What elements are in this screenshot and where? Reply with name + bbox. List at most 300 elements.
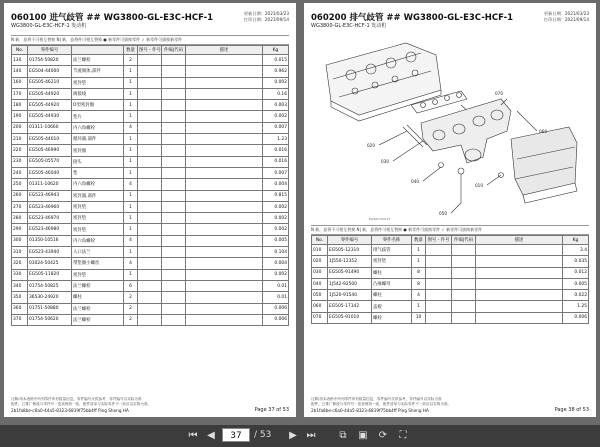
two-page-view-icon[interactable]: ▣ [358, 430, 368, 441]
diagram-id: EG505-000-11 [369, 217, 391, 221]
table-cell [186, 55, 263, 66]
table-cell: 1 [124, 156, 138, 167]
table-cell: 01754-50820 [28, 55, 72, 66]
table-cell [162, 235, 186, 246]
table-cell [426, 267, 452, 278]
table-cell [138, 280, 162, 291]
table-header-row [312, 236, 589, 245]
table-cell: 盖板 [372, 301, 412, 312]
table-cell [186, 235, 263, 246]
exploded-diagram [311, 35, 589, 223]
callout-030[interactable]: 030 [381, 159, 389, 164]
table-cell: 0.022 [563, 290, 589, 301]
table-cell [186, 66, 263, 77]
col-code: 件编|代码 [452, 236, 476, 245]
table-cell: 密封垫 [72, 224, 124, 235]
table-row[interactable] [12, 156, 289, 167]
table-cell: 0.016 [263, 145, 289, 156]
table-cell [162, 122, 186, 133]
table-cell: EG505-46040 [28, 167, 72, 178]
table-cell: 01754-50620 [28, 314, 72, 325]
table-cell [138, 134, 162, 145]
table-cell [186, 258, 263, 269]
table-cell: 020 [312, 256, 328, 267]
page-footer [311, 397, 589, 413]
callout-060[interactable]: 060 [539, 129, 547, 134]
table-cell [426, 312, 452, 323]
table-cell [162, 167, 186, 178]
table-cell: 220 [12, 145, 28, 156]
table-row[interactable] [12, 292, 289, 303]
table-cell [138, 100, 162, 111]
table-cell: 130 [12, 55, 28, 66]
table-cell: EG505-12310 [328, 245, 372, 256]
table-row[interactable] [12, 213, 289, 224]
table-cell: 0.002 [263, 201, 289, 212]
col-no: No. [312, 236, 328, 245]
table-cell [186, 122, 263, 133]
table-cell: 循环器,部件 [72, 134, 124, 145]
table-cell [138, 292, 162, 303]
table-row[interactable] [12, 280, 289, 291]
table-cell: 300 [12, 235, 28, 246]
col-qty: 数量 [124, 46, 138, 55]
col-desc: 描述 [186, 46, 263, 55]
table-cell [138, 190, 162, 201]
table-row[interactable] [12, 77, 289, 88]
table-cell [186, 224, 263, 235]
page-37 [4, 3, 296, 417]
parts-table-body [312, 245, 589, 324]
table-cell: 螺柱 [372, 267, 412, 278]
table-cell: 6 [124, 280, 138, 291]
table-cell: 内六角螺栓 [72, 122, 124, 133]
first-page-button[interactable]: ⏮ [188, 430, 198, 441]
page-dates [544, 11, 589, 23]
table-cell [452, 290, 476, 301]
table-cell: 0.002 [263, 77, 289, 88]
footer-note-2: 配件。已推广修改与零件号一览表保持一致，配件清单与实际零件不一致应以实物为准。 [11, 402, 152, 406]
table-cell: 凸缘螺母 [372, 278, 412, 289]
table-cell [162, 66, 186, 77]
table-cell: 1J520-91540 [328, 290, 372, 301]
table-cell: 0.012 [563, 267, 589, 278]
table-cell [186, 213, 263, 224]
table-cell [162, 179, 186, 190]
table-cell: 1 [412, 245, 426, 256]
table-row[interactable] [12, 66, 289, 77]
col-ref: 图号 - 件号 [426, 236, 452, 245]
table-cell [426, 290, 452, 301]
page-title: 060200 排气歧管 ## WG3800-GL-E3C-HCF-1 [311, 13, 514, 23]
table-cell [162, 258, 186, 269]
table-cell: 0.002 [263, 213, 289, 224]
table-cell: 螺柱 [372, 290, 412, 301]
footer-note: 注释/用本表格中所列零件所有数量信息，零件编号仅供参考，零件编号以实际为准 [11, 397, 142, 401]
table-row[interactable] [12, 235, 289, 246]
table-cell [452, 278, 476, 289]
table-cell [426, 256, 452, 267]
table-row[interactable] [312, 245, 589, 256]
table-cell: 200 [12, 122, 28, 133]
table-cell: 排气歧管 [372, 245, 412, 256]
table-cell: 1J550-12352 [328, 256, 372, 267]
page-38 [304, 3, 596, 417]
col-part-number: 零件编号 [328, 236, 372, 245]
table-cell [452, 301, 476, 312]
table-cell: 4 [124, 235, 138, 246]
page-number-input[interactable]: 37 [222, 428, 250, 442]
table-cell: 1 [124, 247, 138, 258]
table-cell: 0.005 [263, 235, 289, 246]
table-cell: 螺栓 [372, 312, 412, 323]
table-row[interactable] [312, 290, 589, 301]
table-cell [476, 267, 563, 278]
table-cell: 0.016 [263, 156, 289, 167]
table-cell: 内六角螺栓 [72, 235, 124, 246]
table-cell: 36530-24920 [28, 292, 72, 303]
callout-020[interactable]: 020 [367, 143, 375, 148]
table-cell [186, 269, 263, 280]
table-cell: 0.006 [263, 303, 289, 314]
col-part-number: 零件编号 [28, 46, 72, 55]
table-cell: 2 [124, 314, 138, 325]
viewer-toolbar [0, 425, 600, 447]
table-cell: EG523-43940 [28, 247, 72, 258]
callout-070[interactable]: 070 [495, 91, 503, 96]
table-cell: 法兰螺栓 [72, 303, 124, 314]
table-cell: 8 [412, 267, 426, 278]
table-row[interactable] [12, 258, 289, 269]
table-cell: 1 [124, 167, 138, 178]
print-date: 打印日期：2021/09/14 [543, 17, 589, 22]
table-cell: 170 [12, 88, 28, 99]
table-cell: 垫片 [72, 111, 124, 122]
update-date: 更新日期：2021/03/23 [243, 11, 289, 16]
table-cell [162, 100, 186, 111]
page-header [311, 7, 589, 33]
table-cell: 0.035 [563, 256, 589, 267]
exhaust-manifold-drawing [311, 35, 589, 223]
table-cell [426, 301, 452, 312]
table-cell [162, 292, 186, 303]
table-cell: EG505-05570 [28, 156, 72, 167]
table-cell: 接头 [72, 156, 124, 167]
table-row[interactable] [12, 111, 289, 122]
callout-010[interactable]: 010 [475, 183, 483, 188]
table-cell: 0.815 [263, 190, 289, 201]
table-cell: 1 [124, 201, 138, 212]
table-row[interactable] [12, 122, 289, 133]
table-cell [162, 201, 186, 212]
table-cell: O型密封圈 [72, 100, 124, 111]
table-cell: 1 [124, 77, 138, 88]
table-cell: EG505-91490 [328, 267, 372, 278]
page-total: / 53 [254, 430, 272, 440]
col-ref: 图号 - 件号 [138, 46, 162, 55]
table-cell: 1 [412, 301, 426, 312]
table-cell [186, 145, 263, 156]
table-cell [162, 190, 186, 201]
table-row[interactable] [12, 100, 289, 111]
table-cell [138, 303, 162, 314]
table-row[interactable] [12, 303, 289, 314]
page-dates [244, 11, 289, 23]
table-cell [138, 156, 162, 167]
legend: N 新，意将不可相互替换 N| 新，意将件可相互替换 ● 新零件可拔换零件 ✓ 新零件可拔换新零件 [11, 35, 289, 45]
table-row[interactable] [12, 88, 289, 99]
col-part-name [72, 46, 124, 55]
table-cell [138, 145, 162, 156]
table-cell: 340 [12, 280, 28, 291]
table-cell [186, 77, 263, 88]
next-page-button[interactable]: ▶ [289, 430, 297, 441]
table-cell [138, 247, 162, 258]
table-cell: 密封垫 [72, 77, 124, 88]
table-cell: 2 [124, 55, 138, 66]
table-row[interactable] [12, 134, 289, 145]
table-cell: 270 [12, 201, 28, 212]
table-cell: EG505-44920 [28, 100, 72, 111]
table-cell [452, 245, 476, 256]
table-row[interactable] [12, 179, 289, 190]
table-cell: 入口法兰 [72, 247, 124, 258]
table-cell [162, 314, 186, 325]
table-cell: 0.007 [263, 167, 289, 178]
table-cell: 0.962 [263, 66, 289, 77]
table-row[interactable] [12, 269, 289, 280]
doc-code: 2b1fa8be-c6a0-44a5-8323-6819f75bb4ff Ping Sheng HA [11, 408, 129, 413]
table-cell [186, 314, 263, 325]
table-cell [162, 247, 186, 258]
table-cell [138, 167, 162, 178]
table-cell: 030 [312, 267, 328, 278]
col-kg: Kg [563, 236, 589, 245]
table-cell: 1 [124, 134, 138, 145]
table-cell: 10 [412, 312, 426, 323]
fullscreen-icon[interactable]: ⛶ [399, 430, 407, 441]
table-cell: 内六角螺栓 [72, 179, 124, 190]
table-cell: 1 [124, 145, 138, 156]
table-cell: EG523-46943 [28, 190, 72, 201]
table-cell: 01751-50880 [28, 303, 72, 314]
table-cell: 法兰螺栓 [72, 280, 124, 291]
table-cell [426, 245, 452, 256]
table-cell [452, 256, 476, 267]
table-cell: 法兰螺栓 [72, 55, 124, 66]
table-cell: 螺柱 [72, 292, 124, 303]
table-cell: EG505-44930 [28, 111, 72, 122]
table-cell [476, 290, 563, 301]
table-row[interactable] [312, 256, 589, 267]
table-cell [162, 145, 186, 156]
table-cell: 050 [312, 290, 328, 301]
table-cell: 01311-10660 [28, 122, 72, 133]
table-cell: 法兰螺栓 [72, 314, 124, 325]
prev-page-button[interactable]: ◀ [207, 430, 215, 441]
table-cell: 1J542-92500 [328, 278, 372, 289]
table-cell [476, 256, 563, 267]
table-cell: EG505-46990 [28, 145, 72, 156]
table-cell [162, 224, 186, 235]
table-cell: 8 [412, 278, 426, 289]
table-cell [138, 269, 162, 280]
table-cell [452, 312, 476, 323]
table-cell [476, 278, 563, 289]
callout-050[interactable]: 050 [439, 211, 447, 216]
fit-page-icon[interactable]: ⧉ [339, 430, 347, 441]
col-kg: Kg [263, 46, 289, 55]
table-cell [186, 303, 263, 314]
table-cell [186, 292, 263, 303]
last-page-button[interactable]: ⏭ [306, 430, 316, 441]
table-row[interactable] [12, 224, 289, 235]
table-cell: 360 [12, 303, 28, 314]
table-cell: 010 [312, 245, 328, 256]
page-title: 060100 进气歧管 ## WG3800-GL-E3C-HCF-1 [11, 13, 214, 23]
table-cell: 0.16 [263, 88, 289, 99]
table-cell: 190 [12, 111, 28, 122]
table-cell: 带垫圈小螺丝 [72, 258, 124, 269]
legend: N 新，意将不可相互替换 N| 新，意将件可相互替换 ● 新零件可拔换零件 ✓ 新零件可拔换新零件 [311, 225, 589, 235]
table-cell [138, 258, 162, 269]
table-cell: 280 [12, 213, 28, 224]
table-cell: 1 [124, 190, 138, 201]
table-cell: 370 [12, 314, 28, 325]
table-cell: 01754-50825 [28, 280, 72, 291]
table-cell: 0.104 [263, 247, 289, 258]
table-cell: EG523-46980 [28, 224, 72, 235]
table-cell [138, 111, 162, 122]
table-cell [452, 267, 476, 278]
table-cell: 4 [412, 290, 426, 301]
table-cell: EG505-44920 [28, 88, 72, 99]
table-cell: 0.006 [563, 312, 589, 323]
table-cell [186, 134, 263, 145]
table-cell [186, 280, 263, 291]
table-row[interactable] [12, 247, 289, 258]
page-header [11, 7, 289, 33]
table-cell: 1 [124, 269, 138, 280]
col-no: No. [12, 46, 28, 55]
table-row[interactable] [312, 278, 589, 289]
table-cell: 0.01 [263, 292, 289, 303]
update-date: 更新日期：2021/03/23 [543, 11, 589, 16]
table-cell: 0.002 [263, 269, 289, 280]
table-cell [138, 201, 162, 212]
table-cell [162, 269, 186, 280]
table-cell [138, 213, 162, 224]
table-row[interactable] [12, 190, 289, 201]
table-cell [138, 55, 162, 66]
table-cell: 310 [12, 247, 28, 258]
table-cell: 0.004 [263, 179, 289, 190]
page-subtitle: WG3800-GL-E3C-HCF-1 发动机 [311, 23, 387, 29]
table-cell: 1 [124, 213, 138, 224]
table-cell: 密封圈 [72, 145, 124, 156]
table-cell: 250 [12, 179, 28, 190]
table-cell: 260 [12, 190, 28, 201]
footer-note: 注释/用本表格中所列零件所有数量信息，零件编号仅供参考，零件编号以实际为准 [311, 397, 442, 401]
table-cell [138, 66, 162, 77]
table-cell: 3.4 [563, 245, 589, 256]
doc-code: 2b1fa8be-c6a0-44a5-8323-6819f75bb4ff Ping Sheng HA [311, 408, 429, 413]
table-cell [162, 88, 186, 99]
table-cell: 1.25 [563, 301, 589, 312]
callout-040[interactable]: 040 [411, 179, 419, 184]
table-cell [138, 314, 162, 325]
table-cell: 0.002 [263, 224, 289, 235]
table-cell: 01311-10620 [28, 179, 72, 190]
table-cell: 210 [12, 134, 28, 145]
table-cell [186, 156, 263, 167]
table-cell: 0.01 [263, 280, 289, 291]
footer-note-2: 配件。已推广修改与零件号一览表保持一致，配件清单与实际零件不一致应以实物为准。 [311, 402, 452, 406]
table-row[interactable] [312, 267, 589, 278]
table-cell [186, 247, 263, 258]
table-cell [162, 77, 186, 88]
table-cell: 节流阀体,部件 [72, 66, 124, 77]
table-cell [476, 245, 563, 256]
table-cell [162, 213, 186, 224]
table-cell: 320 [12, 258, 28, 269]
table-cell: 1 [124, 88, 138, 99]
table-cell [162, 55, 186, 66]
table-row[interactable] [12, 55, 289, 66]
table-cell: 070 [312, 312, 328, 323]
rotate-icon[interactable]: ⟳ [378, 430, 388, 441]
table-cell [162, 111, 186, 122]
table-cell: 0.002 [263, 111, 289, 122]
table-cell: 阀接线 [72, 88, 124, 99]
table-cell: EG505-91010 [328, 312, 372, 323]
table-cell: 0.005 [563, 278, 589, 289]
table-cell: 0.003 [263, 100, 289, 111]
table-row[interactable] [12, 314, 289, 325]
table-row[interactable] [312, 312, 589, 323]
table-cell [426, 278, 452, 289]
table-cell: 垫 [72, 167, 124, 178]
table-row[interactable] [12, 201, 289, 212]
table-cell: 2 [124, 292, 138, 303]
table-row[interactable] [312, 301, 589, 312]
table-cell: 180 [12, 100, 28, 111]
table-cell [186, 100, 263, 111]
table-cell [162, 156, 186, 167]
table-cell [186, 179, 263, 190]
table-cell [138, 122, 162, 133]
table-cell [186, 190, 263, 201]
table-cell: 1 [124, 224, 138, 235]
table-row[interactable] [12, 167, 289, 178]
table-cell [476, 301, 563, 312]
table-cell: 03024-50425 [28, 258, 72, 269]
table-cell: 0.006 [263, 314, 289, 325]
parts-table [11, 45, 289, 326]
table-cell: 230 [12, 156, 28, 167]
col-desc: 描述 [476, 236, 563, 245]
table-cell [162, 134, 186, 145]
table-cell: 4 [124, 179, 138, 190]
table-cell: 1 [124, 111, 138, 122]
table-cell: 2 [124, 303, 138, 314]
table-cell: EG504-44000 [28, 66, 72, 77]
table-cell: EG523-46960 [28, 201, 72, 212]
col-qty: 数量 [412, 236, 426, 245]
parts-table [311, 235, 589, 324]
table-cell: 1 [124, 100, 138, 111]
table-row[interactable] [12, 145, 289, 156]
